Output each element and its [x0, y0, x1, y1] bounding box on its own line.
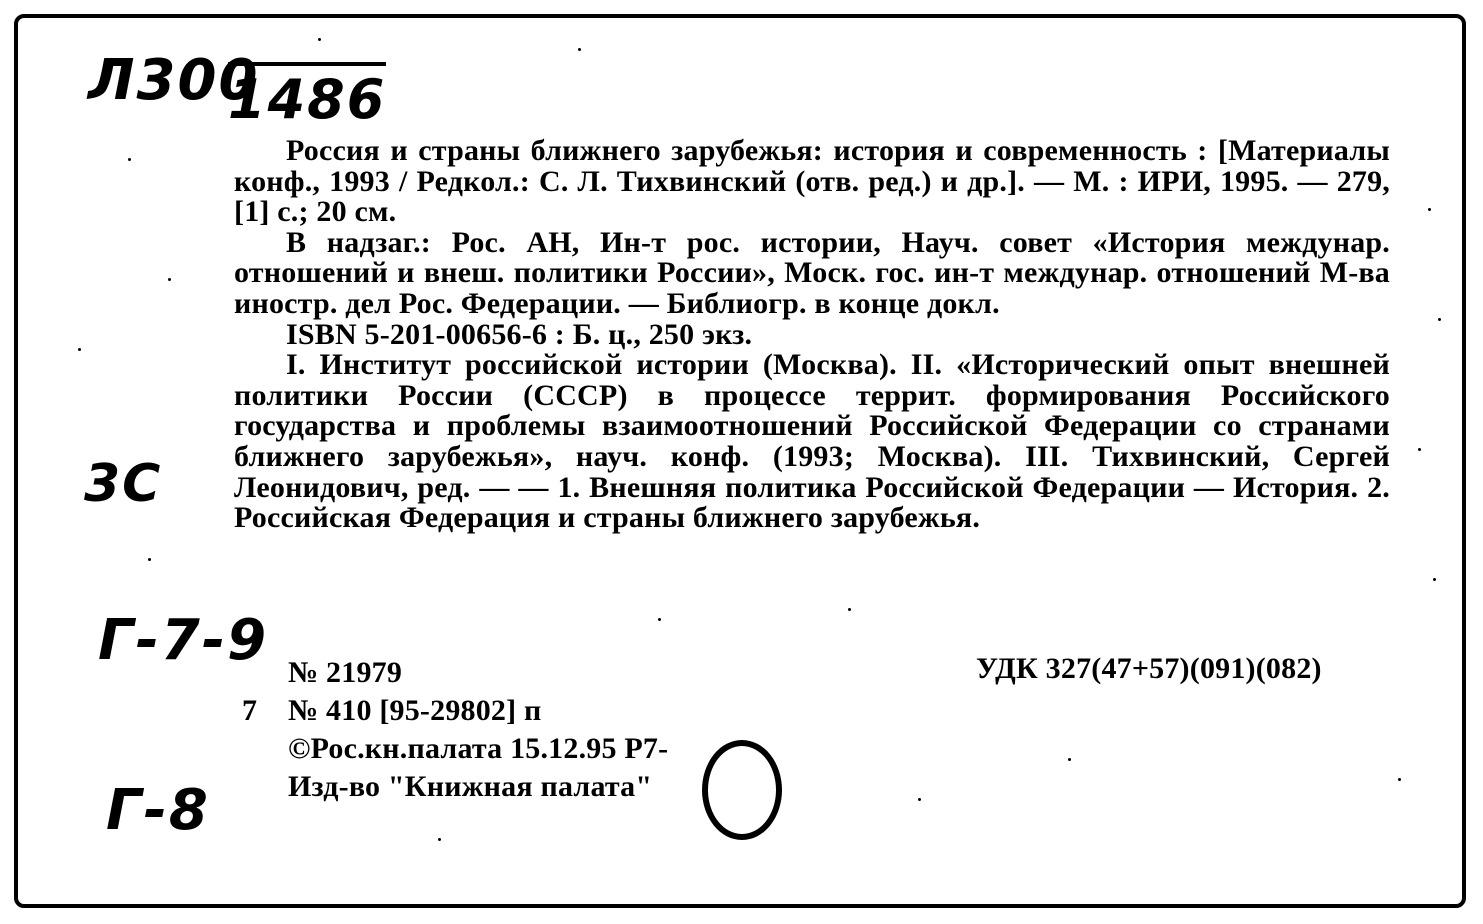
scan-speck [78, 348, 81, 351]
tracings-paragraph: I. Институт российской истории (Москва). II. «Исторический опыт внешней политики России (СССР) в процессе террит. формирования Российского государства и проблемы взаимоотношений Российской Федерации со странами ближнего зарубежья», науч. конф. (1993; Москва). III. Тихвинский, Сергей Леонидович, ред. — — 1. Внешняя политика Российской Федерации — История. 2. Российская Федерация и страны ближнего зарубежья. [234, 348, 1390, 535]
handwritten-inventory-number: 1486 [228, 62, 386, 131]
scan-speck [1433, 578, 1436, 581]
scan-speck [1418, 448, 1421, 451]
handwritten-mark-3c: 3С [84, 454, 163, 514]
scan-speck [148, 558, 151, 561]
scan-speck [438, 838, 441, 841]
book-chamber-line: ©Рос.кн.палата 15.12.95 Р7- [288, 732, 669, 765]
title-paragraph: Россия и страны ближнего зарубежья: история и современность : [Материалы конф., 1993 / Редкол.: С. Л. Тихвинский (отв. ред.) и др.]. — М. : ИРИ, 1995. — 279,[1] с.; 20 см. [234, 134, 1390, 229]
publisher-line: Изд-во "Книжная палата" [288, 770, 653, 803]
isbn-paragraph: ISBN 5-201-00656-6 : Б. ц., 250 экз. [286, 317, 753, 351]
scan-speck [1438, 318, 1441, 321]
order-prefix: 7 [242, 694, 258, 727]
udc-code: УДК 327(47+57)(091)(082) [976, 652, 1322, 685]
scan-speck [168, 278, 171, 281]
handwritten-shelf-code: Л300 [88, 48, 260, 113]
scan-speck [848, 608, 851, 611]
handwritten-mark-g79: Г-7-9 [98, 608, 269, 673]
catalog-card [14, 14, 1466, 908]
notes-paragraph: В надзаг.: Рос. АН, Ин-т рос. истории, Науч. совет «История междунар. отношений и внеш. политики России», Моск. гос. ин-т междунар. отношений М-ва иностр. дел Рос. Федерации. — Библиогр. в конце докл. [234, 225, 1390, 320]
scan-speck [918, 798, 921, 801]
circle-stamp [702, 740, 782, 840]
handwritten-mark-g8: Г-8 [106, 778, 210, 843]
card-number: № 21979 [288, 656, 403, 689]
scan-speck [1068, 758, 1071, 761]
scan-speck [318, 38, 321, 41]
scan-speck [1398, 778, 1401, 781]
scan-speck [578, 48, 581, 51]
bibliographic-description [234, 136, 1390, 534]
scan-speck [128, 158, 131, 161]
order-number: № 410 [95-29802] п [288, 694, 542, 727]
scan-speck [658, 618, 661, 621]
scan-speck [1428, 208, 1431, 211]
